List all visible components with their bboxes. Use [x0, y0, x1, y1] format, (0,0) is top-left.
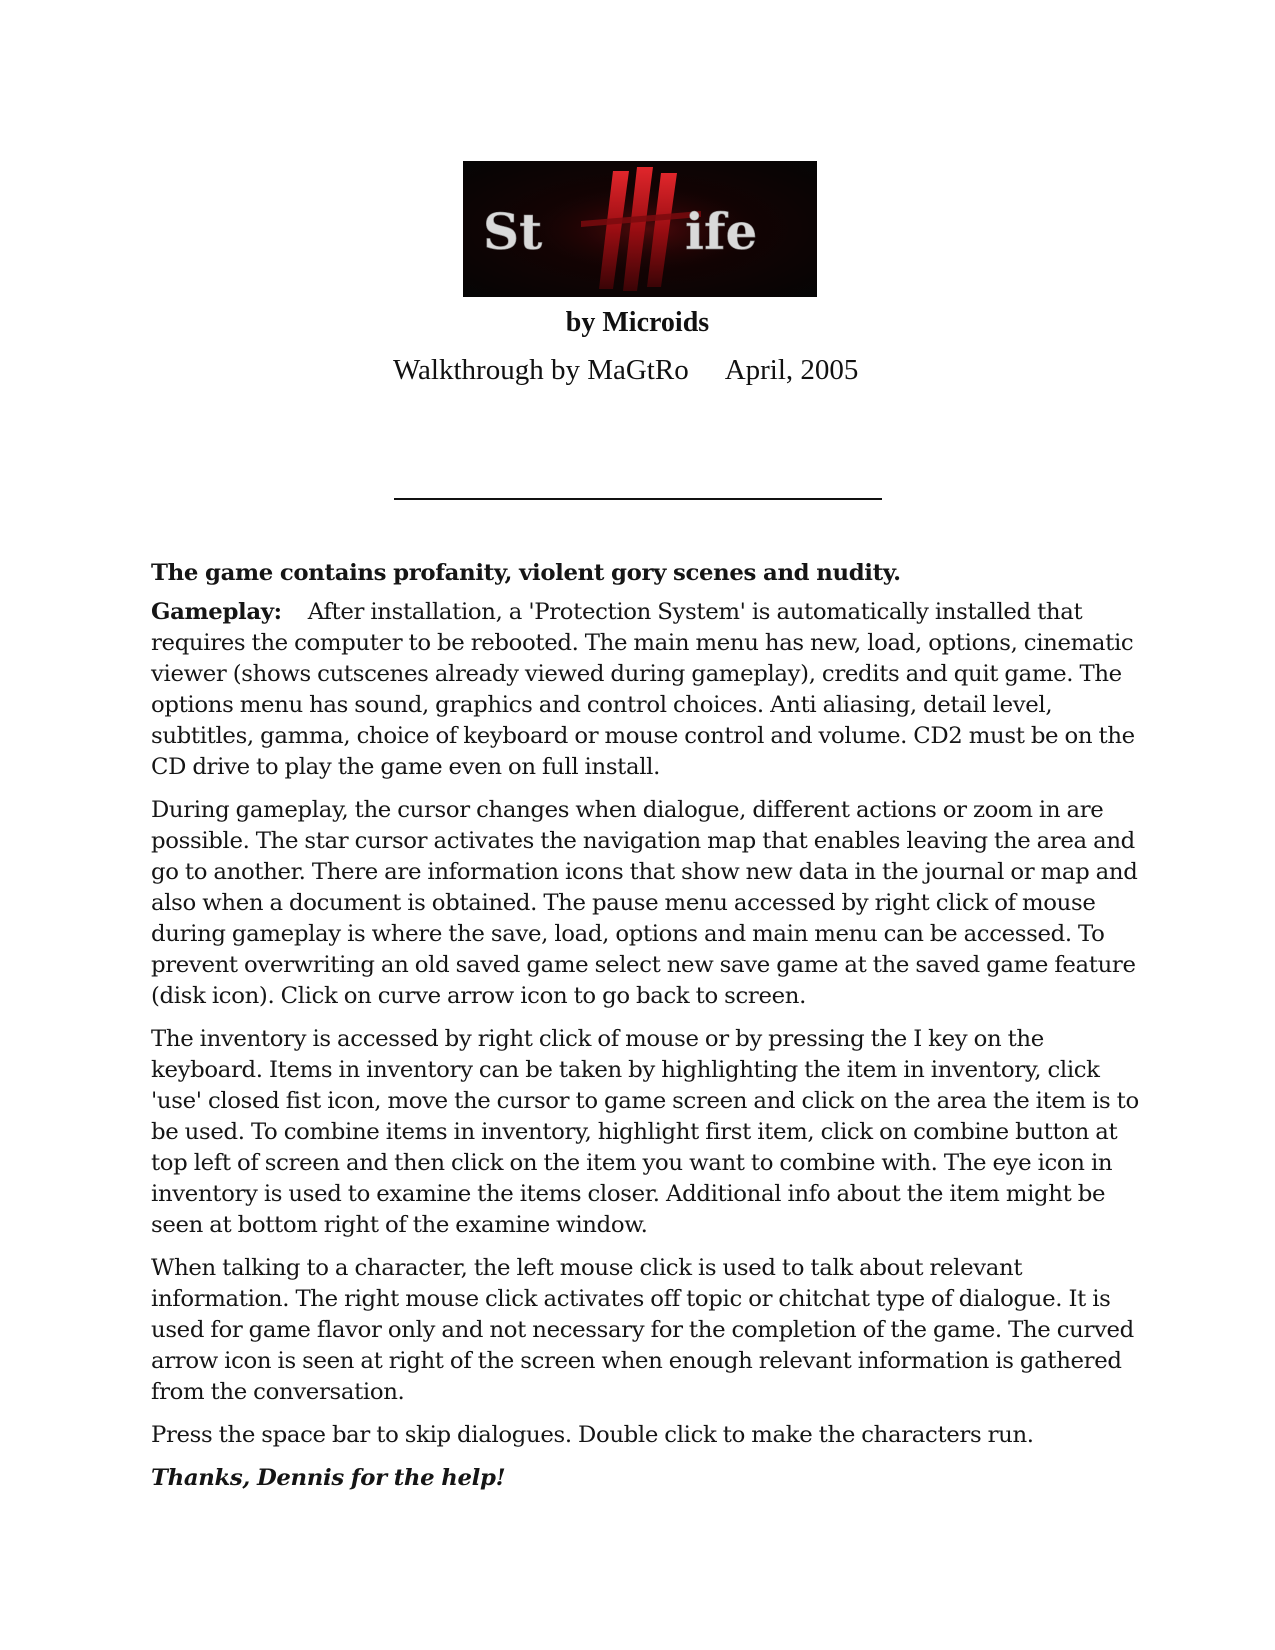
paragraph-dialogue: When talking to a character, the left mouse click is used to talk about relevant information. The right mouse click activates off topic or chitchat type of dialogue. It is used for game flavor only and not necessary for the completion of the game. The curved arrow icon is seen at right of the screen when enough relevant information is gathered from the conversation. [151, 1255, 1134, 1405]
logo-text-left: St [483, 202, 543, 261]
paragraph-controls: Press the space bar to skip dialogues. Double click to make the characters run. [151, 1422, 1034, 1448]
horizontal-rule [394, 498, 882, 500]
paragraph-inventory: The inventory is accessed by right click of mouse or by pressing the I key on the keyboard. Items in inventory can be taken by highlighting the item in inventory, click 'use' closed fist icon, move the cursor to game screen and click on the area the item is to be used. To combine items in inventory, highlight first item, click on combine button at top left of screen and then click on the item you want to combine with. The eye icon in inventory is used to examine the items closer. Additional info about the item might be seen at bottom right of the examine window. [151, 1026, 1139, 1238]
walkthrough-author: Walkthrough by MaGtRo [393, 354, 689, 386]
walkthrough-credit [393, 352, 858, 388]
gameplay-label: Gameplay: [151, 599, 282, 625]
logo-text-right: ife [685, 202, 758, 261]
document-body [151, 558, 1141, 1506]
walkthrough-date: April, 2005 [724, 354, 859, 386]
byline: by Microids [565, 307, 710, 338]
paragraph-cursor: During gameplay, the cursor changes when dialogue, different actions or zoom in are possible. The star cursor activates the navigation map that enables leaving the area and go to another. There are information icons that show new data in the journal or map and also when a document is obtained. The pause menu accessed by right click of mouse during gameplay is where the save, load, options and main menu can be accessed. To prevent overwriting an old saved game select new save game at the saved game feature (disk icon). Click on curve arrow icon to go back to screen. [151, 797, 1138, 1009]
still-life-logo [463, 161, 817, 297]
thanks-note: Thanks, Dennis for the help! [151, 1465, 506, 1491]
gameplay-paragraph [151, 597, 1141, 783]
content-warning: The game contains profanity, violent gory scenes and nudity. [151, 560, 901, 586]
gameplay-text: After installation, a 'Protection System' is automatically installed that requires the computer to be rebooted. The main menu has new, load, options, cinematic viewer (shows cutscenes already viewed during gameplay), credits and quit game. The options menu has sound, graphics and control choices. Anti aliasing, detail level, subtitles, gamma, choice of keyboard or mouse control and volume. CD2 must be on the CD drive to play the game even on full install. [151, 599, 1135, 780]
